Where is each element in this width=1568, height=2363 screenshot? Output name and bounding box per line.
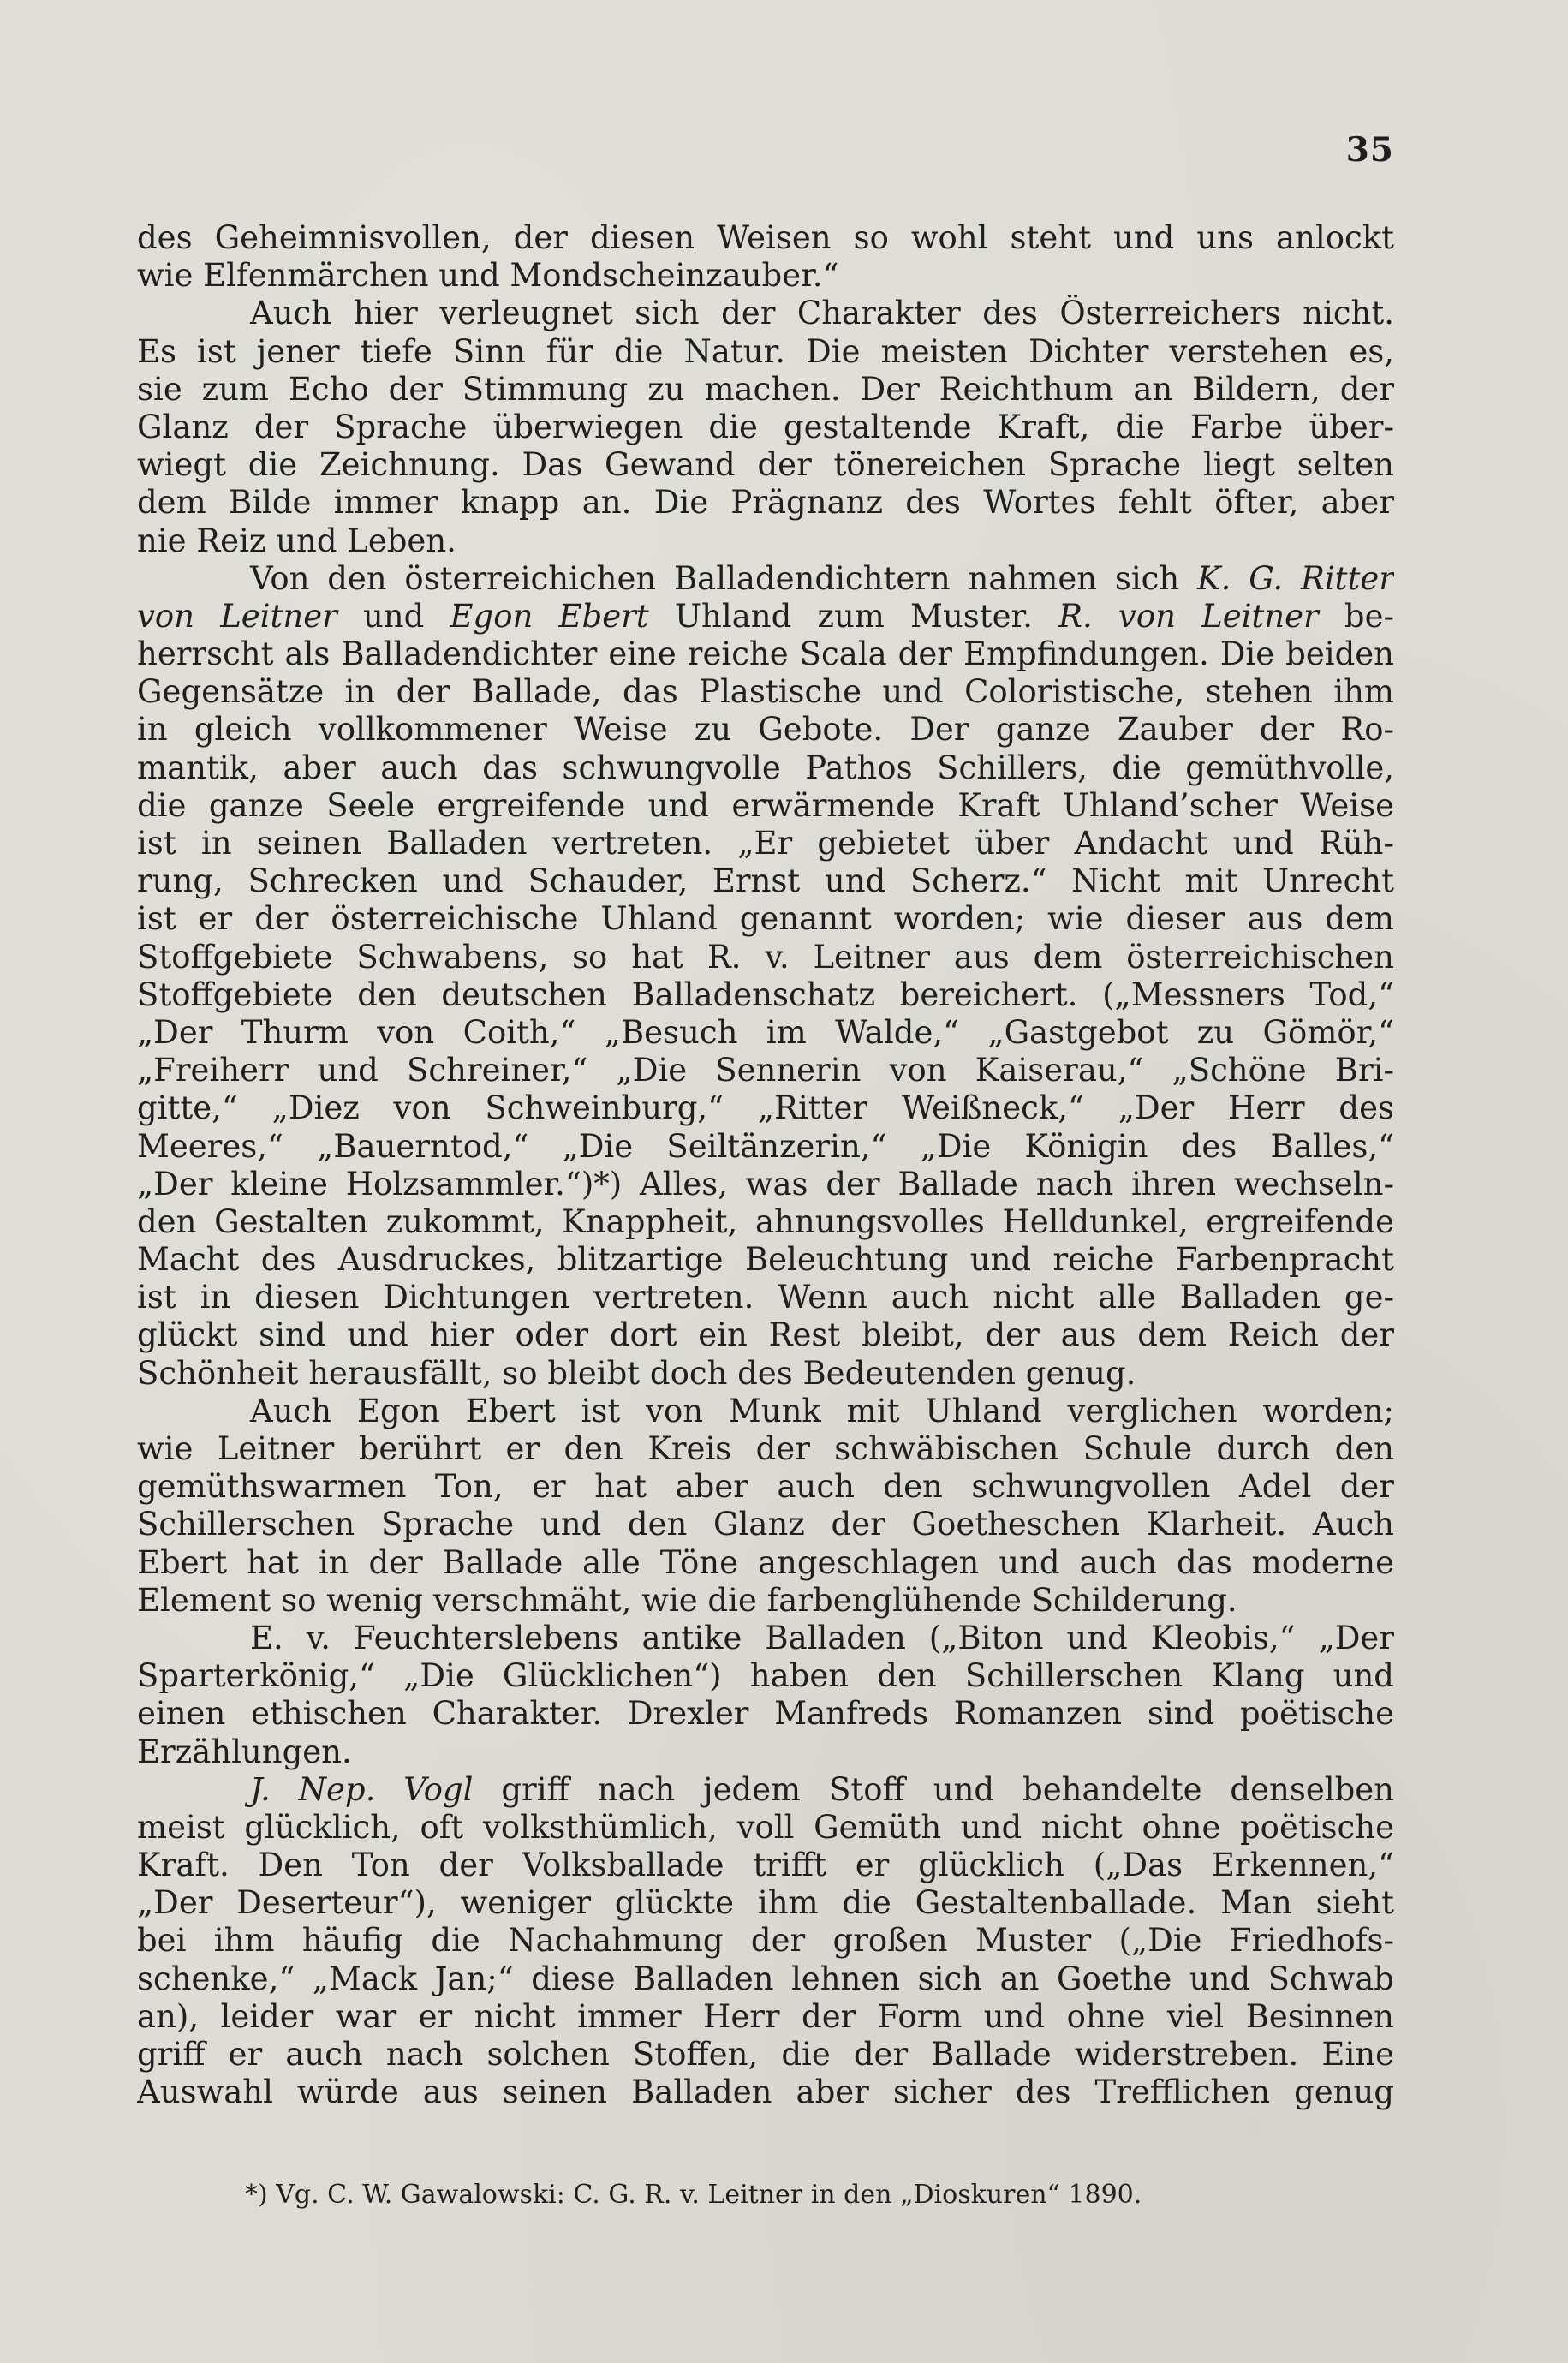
text-line: den Gestalten zukommt, Knappheit, ahnungsvolles Helldunkel, ergreifende <box>137 1202 1394 1240</box>
text-line: des Geheimnisvollen, der diesen Weisen so wohl steht und uns anlockt <box>137 219 1394 256</box>
text-line: wie Leitner berührt er den Kreis der schwäbischen Schule durch den <box>137 1430 1394 1467</box>
text-line: gitte,“ „Diez von Schweinburg,“ „Ritter Weißneck,“ „Der Herr des <box>137 1089 1394 1127</box>
text-line: Auswahl würde aus seinen Balladen aber sicher des Trefflichen genug <box>137 2074 1394 2111</box>
text-line: E. v. Feuchterslebens antike Balladen („Biton und Kleobis,“ „Der <box>250 1619 1394 1656</box>
text-line: Glanz der Sprache überwiegen die gestaltende Kraft, die Farbe über- <box>137 408 1394 445</box>
text-line: Auch hier verleugnet sich der Charakter des Österreichers nicht. <box>250 295 1394 332</box>
text-line: „Der Thurm von Coith,“ „Besuch im Walde,“ „Gastgebot zu Gömör,“ <box>137 1013 1394 1051</box>
text-line: an), leider war er nicht immer Herr der Form und ohne viel Besinnen <box>137 1997 1394 2035</box>
text-line: ist in seinen Balladen vertreten. „Er gebietet über Andacht und Rüh- <box>137 825 1394 862</box>
text-line: herrscht als Balladendichter eine reiche Scala der Empfindungen. Die beiden <box>137 636 1394 673</box>
text-line: ist in diesen Dichtungen vertreten. Wenn auch nicht alle Balladen ge- <box>137 1279 1394 1316</box>
text-line: Macht des Ausdruckes, blitzartige Beleuchtung und reiche Farbenpracht <box>137 1241 1394 1279</box>
text-line: Stoffgebiete Schwabens, so hat R. v. Leitner aus dem österreichischen <box>137 938 1394 976</box>
text-line: Sparterkönig,“ „Die Glücklichen“) haben den Schillerschen Klang und <box>137 1657 1394 1695</box>
text-line: Stoffgebiete den deutschen Balladenschatz bereichert. („Messners Tod,“ <box>137 976 1394 1013</box>
page-number: 35 <box>1345 130 1394 170</box>
text-line: schenke,“ „Mack Jan;“ diese Balladen lehnen sich an Goethe und Schwab <box>137 1960 1394 1997</box>
text-line: meist glücklich, oft volksthümlich, voll Gemüth und nicht ohne poëtische <box>137 1808 1394 1846</box>
text-line: ist er der österreichische Uhland genannt worden; wie dieser aus dem <box>137 900 1394 938</box>
text-line: sie zum Echo der Stimmung zu machen. Der Reichthum an Bildern, der <box>137 370 1394 408</box>
text-line: in gleich vollkommener Weise zu Gebote. Der ganze Zauber der Ro- <box>137 711 1394 749</box>
text-line: wie Elfenmärchen und Mondscheinzauber.“ <box>137 257 839 295</box>
text-line: glückt sind und hier oder dort ein Rest bleibt, der aus dem Reich der <box>137 1316 1394 1354</box>
text-line: „Freiherr und Schreiner,“ „Die Sennerin von Kaiserau,“ „Schöne Bri- <box>137 1052 1394 1089</box>
text-line: griff er auch nach solchen Stoffen, die der Ballade widerstreben. Eine <box>137 2036 1394 2073</box>
text-line: Element so wenig verschmäht, wie die farbenglühende Schilderung. <box>137 1581 1237 1619</box>
text-line: Meeres,“ „Bauerntod,“ „Die Seiltänzerin,“ „Die Königin des Balles,“ <box>137 1127 1394 1165</box>
text-line: von Leitner und Egon Ebert Uhland zum Muster. R. von Leitner be- <box>137 597 1394 635</box>
text-line: Ebert hat in der Ballade alle Töne angeschlagen und auch das moderne <box>137 1543 1394 1581</box>
text-line: Kraft. Den Ton der Volksballade trifft er glücklich („Das Erkennen,“ <box>137 1847 1394 1884</box>
text-line: gemüthswarmen Ton, er hat aber auch den schwungvollen Adel der <box>137 1468 1394 1506</box>
text-line: J. Nep. Vogl griff nach jedem Stoff und behandelte denselben <box>250 1770 1394 1808</box>
text-line: Gegensätze in der Ballade, das Plastische und Coloristische, stehen ihm <box>137 673 1394 711</box>
text-line: einen ethischen Charakter. Drexler Manfreds Romanzen sind poëtische <box>137 1695 1394 1733</box>
text-line: Auch Egon Ebert ist von Munk mit Uhland verglichen worden; <box>250 1392 1394 1429</box>
text-line: rung, Schrecken und Schauder, Ernst und Scherz.“ Nicht mit Unrecht <box>137 862 1394 900</box>
text-line: „Der Deserteur“), weniger glückte ihm die Gestaltenballade. Man sieht <box>137 1884 1394 1922</box>
text-line: nie Reiz und Leben. <box>137 522 456 559</box>
text-line: Es ist jener tiefe Sinn für die Natur. Die meisten Dichter verstehen es, <box>137 332 1394 370</box>
text-line: Schönheit herausfällt, so bleibt doch des Bedeutenden genug. <box>137 1354 1136 1392</box>
text-line: „Der kleine Holzsammler.“)*) Alles, was der Ballade nach ihren wechseln- <box>137 1165 1394 1202</box>
text-line: bei ihm häufig die Nachahmung der großen Muster („Die Friedhofs- <box>137 1922 1394 1960</box>
text-line: Schillerschen Sprache und den Glanz der Goetheschen Klarheit. Auch <box>137 1506 1394 1543</box>
text-line: Erzählungen. <box>137 1733 352 1770</box>
body-text <box>137 219 1394 2111</box>
text-line: dem Bilde immer knapp an. Die Prägnanz des Wortes fehlt öfter, aber <box>137 484 1394 522</box>
text-line: die ganze Seele ergreifende und erwärmende Kraft Uhland’scher Weise <box>137 786 1394 824</box>
footnote: *) Vg. C. W. Gawalowski: C. G. R. v. Leitner in den „Dioskuren“ 1890. <box>245 2180 1142 2210</box>
text-line: Von den österreichichen Balladendichtern nahmen sich K. G. Ritter <box>250 559 1394 597</box>
text-line: wiegt die Zeichnung. Das Gewand der tönereichen Sprache liegt selten <box>137 446 1394 484</box>
text-line: mantik, aber auch das schwungvolle Pathos Schillers, die gemüthvolle, <box>137 749 1394 786</box>
